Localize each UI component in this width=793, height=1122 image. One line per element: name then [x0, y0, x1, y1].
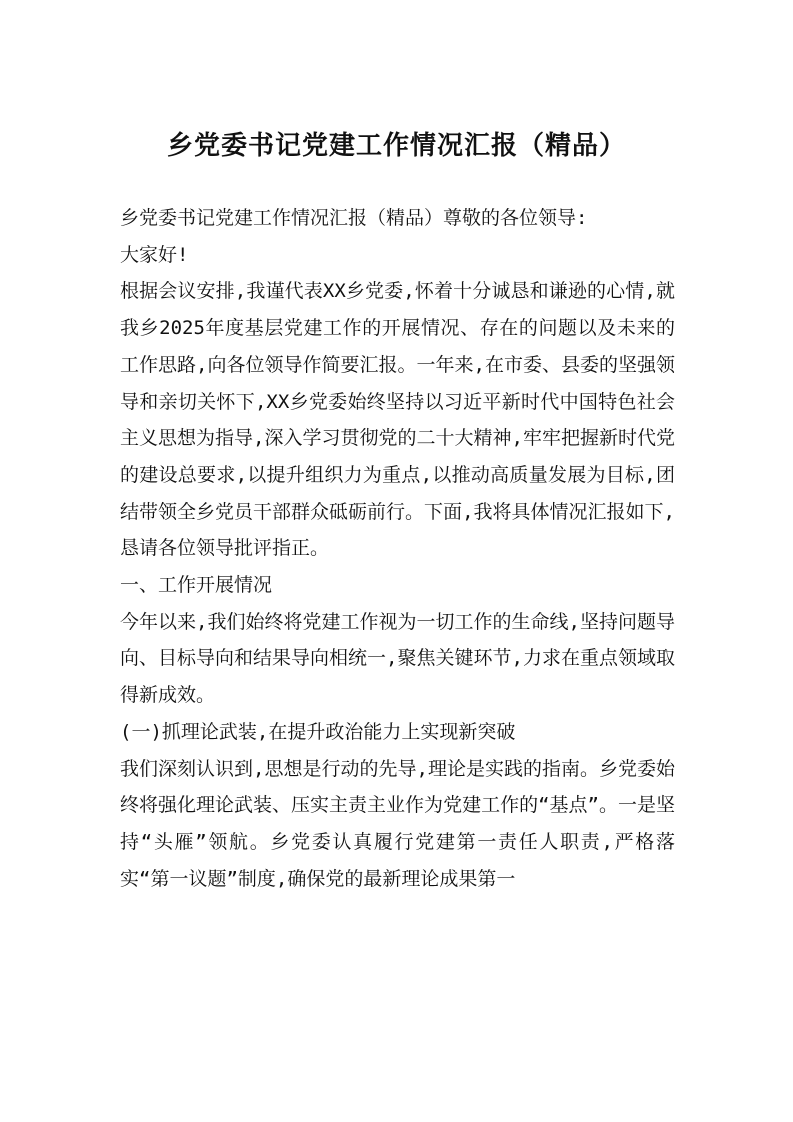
document-body [120, 200, 675, 897]
body-paragraph-intro: 根据会议安排,我谨代表XX乡党委,怀着十分诚恳和谦逊的心情,就我乡2025年度基层党建工作的开展情况、存在的问题以及未来的工作思路,向各位领导作简要汇报。一年来,在市委、县委的坚强领导和亲切关怀下,XX乡党委始终坚持以习近平新时代中国特色社会主义思想为指导,深入学习贯彻党的二十大精神,牢牢把握新时代党的建设总要求,以提升组织力为重点,以推动高质量发展为目标,团结带领全乡党员干部群众砥砺前行。下面,我将具体情况汇报如下,恳请各位领导批评指正。 [120, 280, 675, 560]
subsection-heading-theory: (一)抓理论武装,在提升政治能力上实现新突破 [120, 720, 516, 743]
body-paragraph-heading-line: 乡党委书记党建工作情况汇报（精品）尊敬的各位领导: [120, 207, 588, 229]
body-paragraph-greeting: 大家好! [120, 243, 189, 266]
document-title: 乡党委书记党建工作情况汇报（精品） [166, 131, 626, 161]
section-heading-work-progress: 一、工作开展情况 [120, 574, 273, 597]
body-paragraph-theory: 我们深刻认识到,思想是行动的先导,理论是实践的指南。乡党委始终将强化理论武装、压实主责主业作为党建工作的“基点”。一是坚持“头雁”领航。乡党委认真履行党建第一责任人职责,严格落实“第一议题”制度,确保党的最新理论成果第一 [120, 757, 675, 890]
body-paragraph-overview: 今年以来,我们始终将党建工作视为一切工作的生命线,坚持问题导向、目标导向和结果导向相统一,聚焦关键环节,力求在重点领域取得新成效。 [120, 610, 675, 707]
